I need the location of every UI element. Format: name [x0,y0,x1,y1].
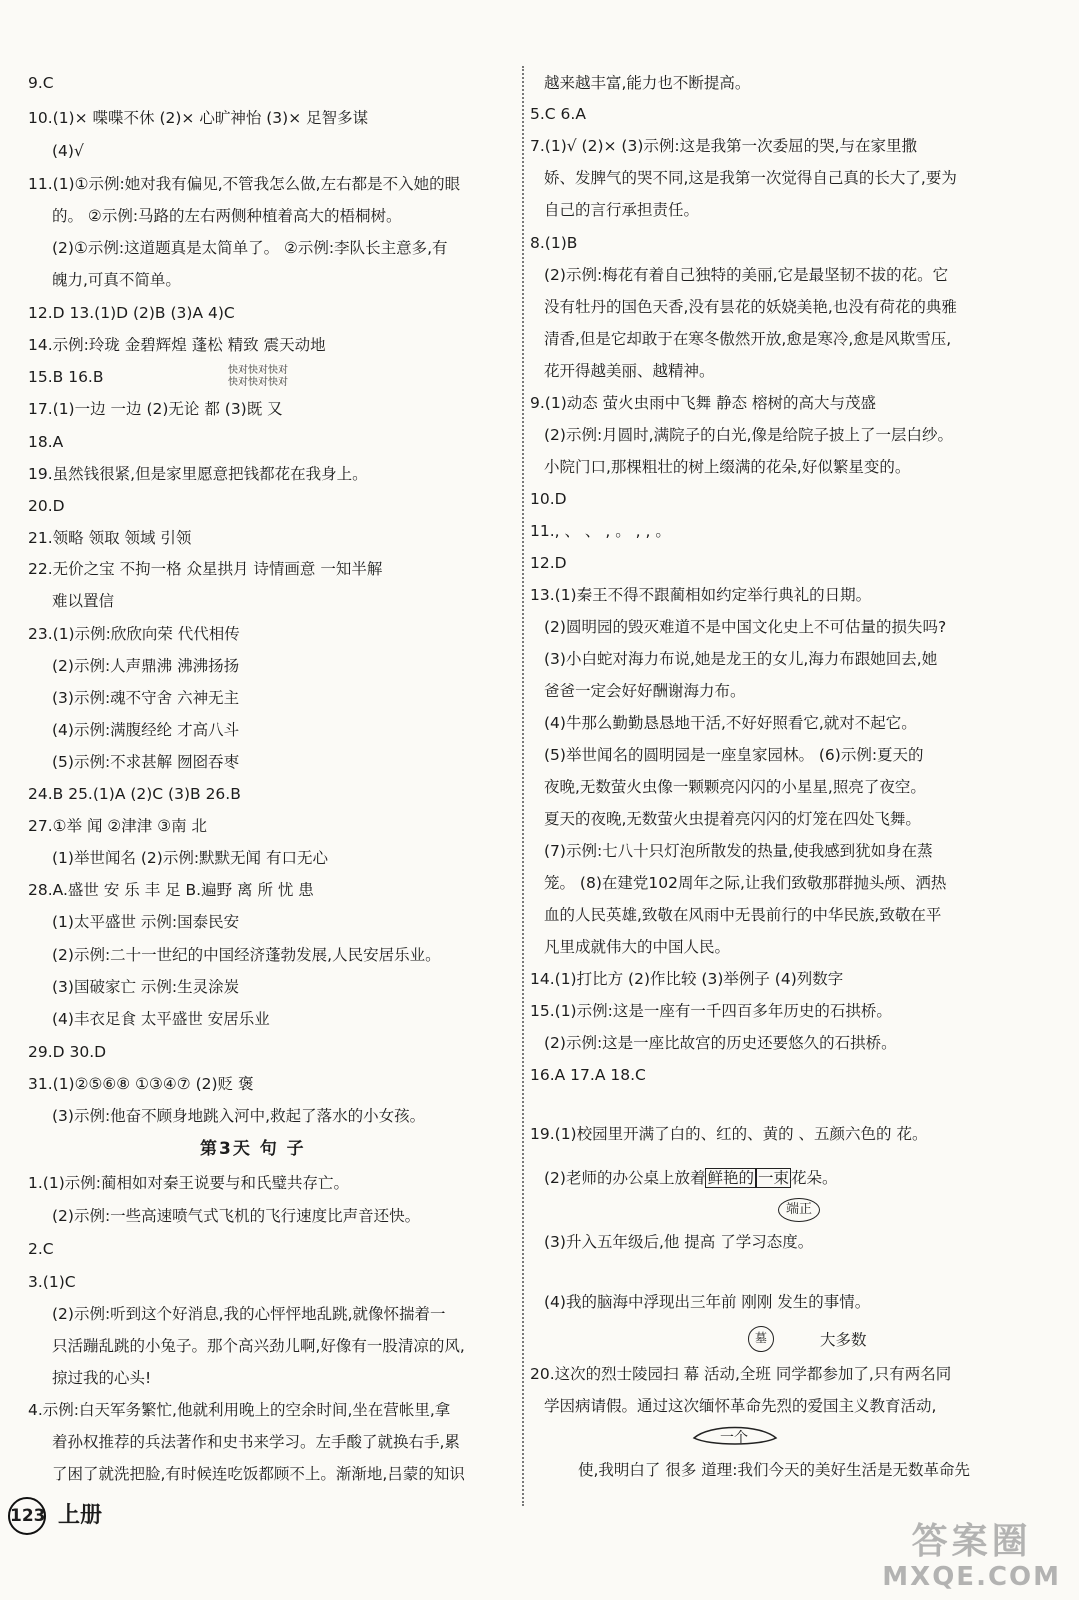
answer-line: (3)升入五年级后,他 提高 了学习态度。 [544,1233,814,1251]
answer-line: 29.D 30.D [28,1043,107,1061]
column-divider [522,66,524,1506]
answer-line: 16.A 17.A 18.C [530,1066,646,1084]
answer-line: 只活蹦乱跳的小兔子。那个高兴劲儿啊,好像有一股清凉的风, [52,1337,465,1355]
answer-line: 11., 、 、 , 。 , , 。 [530,522,671,540]
answer-line: (1)举世闻名 (2)示例:默默无闻 有口无心 [52,849,328,867]
answer-line: 5.C 6.A [530,105,586,123]
answer-line: 没有牡丹的国色天香,没有昙花的妖娆美艳,也没有荷花的典雅 [544,298,957,316]
answer-line: 12.D 13.(1)D (2)B (3)A 4)C [28,304,235,322]
answer-line: (3)示例:他奋不顾身地跳入河中,救起了落水的小女孩。 [52,1107,426,1125]
answer-line: 7.(1)√ (2)× (3)示例:这是我第一次委屈的哭,与在家里撒 [530,137,918,155]
q19-2-suffix: 花朵。 [791,1169,838,1187]
answer-line: (3)小白蛇对海力布说,她是龙王的女儿,海力布跟她回去,她 [544,650,938,668]
answer-line: 着孙权推荐的兵法著作和史书来学习。左手酸了就换右手,累 [52,1433,460,1451]
answer-line: 爸爸一定会好好酬谢海力布。 [544,682,746,700]
answer-line: 越来越丰富,能力也不断提高。 [544,74,751,92]
correction-mark-circle: 墓 [748,1326,774,1352]
correction-mark-oval: 端正 [778,1198,820,1222]
boxed-word: 一束 [757,1169,789,1187]
answer-line: 掠过我的心头! [52,1369,152,1387]
correction-insert: 一个 [720,1430,748,1446]
answer-line: (2)示例:这是一座比故宫的历史还要悠久的石拱桥。 [544,1034,897,1052]
answer-line: (2)示例:听到这个好消息,我的心怦怦地乱跳,就像怀揣着一 [52,1305,446,1323]
answer-line: 娇、发脾气的哭不同,这是我第一次觉得自己真的长大了,要为 [544,169,957,187]
answer-line: 学因病请假。通过这次缅怀革命先烈的爱国主义教育活动, [544,1397,937,1415]
answer-line: 小院门口,那棵粗壮的树上缀满的花朵,好似繁星变的。 [544,458,911,476]
answer-line: 花开得越美丽、越精神。 [544,362,715,380]
answer-line: 23.(1)示例:欣欣向荣 代代相传 [28,625,240,643]
answer-line: (2)①示例:这道题真是太简单了。 ②示例:李队长主意多,有 [52,239,448,257]
answer-line: 了困了就洗把脸,有时候连吃饭都顾不上。渐渐地,吕蒙的知识 [52,1465,465,1483]
volume-label: 上册 [58,1503,103,1528]
answer-line: 3.(1)C [28,1273,76,1291]
answer-line: (5)举世闻名的圆明园是一座皇家园林。 (6)示例:夏天的 [544,746,924,764]
answer-line: 10.D [530,490,567,508]
answer-line: (2)示例:梅花有着自己独特的美丽,它是最坚韧不拔的花。它 [544,266,949,284]
answer-line: 魄力,可真不简单。 [52,271,181,289]
answer-line: (1)太平盛世 示例:国泰民安 [52,913,240,931]
answer-line: 14.示例:玲珑 金碧辉煌 蓬松 精致 震天动地 [28,336,326,354]
answer-line: 18.A [28,433,64,451]
answer-line: 血的人民英雄,致敬在风雨中无畏前行的中华民族,致敬在平 [544,906,942,924]
site-watermark [882,1522,1061,1592]
answer-line: 自己的言行承担责任。 [544,201,700,219]
answer-line: 的。 ②示例:马路的左右两侧种植着高大的梧桐树。 [52,207,402,225]
answer-line: (3)国破家亡 示例:生灵涂炭 [52,978,240,996]
answer-line: (2)示例:人声鼎沸 沸沸扬扬 [52,657,240,675]
answer-line: 夏天的夜晚,无数萤火虫提着亮闪闪的灯笼在四处飞舞。 [544,810,921,828]
answer-line: 凡里成就伟大的中国人民。 [544,938,731,956]
answer-line: (5)示例:不求甚解 囫囵吞枣 [52,753,240,771]
answer-line: 12.D [530,554,567,572]
answer-line-19-2 [544,1168,838,1188]
answer-line: (2)示例:一些高速喷气式飞机的飞行速度比声音还快。 [52,1207,421,1225]
answer-line: 笼。 (8)在建党102周年之际,让我们致敬那群抛头颅、洒热 [544,874,947,892]
answer-line: (7)示例:七八十只灯泡所散发的热量,使我感到犹如身在蒸 [544,842,933,860]
answer-line: 9.C [28,74,54,92]
answer-line: 15.B 16.B [28,368,104,386]
answer-line: 2.C [28,1240,54,1258]
answer-line: 1.(1)示例:蔺相如对秦王说要与和氏璧共存亡。 [28,1174,349,1192]
answer-line: (2)示例:月圆时,满院子的白光,像是给院子披上了一层白纱。 [544,426,954,444]
section-heading: 第3天 句 子 [200,1139,306,1159]
page-number-badge: 123 [8,1497,46,1535]
answer-line: 清香,但是它却敢于在寒冬傲然开放,愈是寒冷,愈是风欺雪压, [544,330,952,348]
answer-line: 20.D [28,497,65,515]
answer-line: 8.(1)B [530,234,578,252]
answer-line: (3)示例:魂不守舍 六神无主 [52,689,240,707]
answer-line: (4)示例:满腹经纶 才高八斗 [52,721,240,739]
answer-line: 夜晚,无数萤火虫像一颗颗亮闪闪的小星星,照亮了夜空。 [544,778,926,796]
answer-line: 4.示例:白天军务繁忙,他就利用晚上的空余时间,坐在营帐里,拿 [28,1401,451,1419]
answer-line: 9.(1)动态 萤火虫雨中飞舞 静态 榕树的高大与茂盛 [530,394,877,412]
answer-line: (4)我的脑海中浮现出三年前 刚刚 发生的事情。 [544,1293,871,1311]
answer-line: (4)丰衣足食 太平盛世 安居乐业 [52,1010,270,1028]
answer-line: 17.(1)一边 一边 (2)无论 都 (3)既 又 [28,400,283,418]
correction-insert: 大多数 [820,1331,867,1349]
answer-line: 22.无价之宝 不拘一格 众星拱月 诗情画意 一知半解 [28,560,383,578]
answer-line: 31.(1)②⑤⑥⑧ ①③④⑦ (2)贬 褒 [28,1075,254,1093]
answer-line: 24.B 25.(1)A (2)C (3)B 26.B [28,785,241,803]
answer-line: 28.A.盛世 安 乐 丰 足 B.遍野 离 所 忧 患 [28,881,314,899]
answer-line: 11.(1)①示例:她对我有偏见,不管我怎么做,左右都是不入她的眼 [28,175,461,193]
answer-line: 19.虽然钱很紧,但是家里愿意把钱都花在我身上。 [28,465,368,483]
answer-line: 14.(1)打比方 (2)作比较 (3)举例子 (4)列数字 [530,970,844,988]
answer-line: 10.(1)× 喋喋不休 (2)× 心旷神怡 (3)× 足智多谋 [28,109,369,127]
watermark-logo: 答案圈 [911,1521,1032,1562]
answer-line: (2)示例:二十一世纪的中国经济蓬勃发展,人民安居乐业。 [52,946,441,964]
answer-line: 使,我明白了 很多 道理:我们今天的美好生活是无数革命先 [578,1461,971,1479]
answer-line: 19.(1)校园里开满了白的、红的、黄的 、五颜六色的 花。 [530,1125,928,1143]
answer-line: 20.这次的烈士陵园扫 幕 活动,全班 同学都参加了,只有两名同 [530,1365,952,1383]
q19-2-prefix: (2)老师的办公桌上放着 [544,1169,706,1187]
answer-line: 27.①举 闻 ②津津 ③南 北 [28,817,208,835]
answer-line: (4)√ [52,142,84,160]
answer-line: 难以置信 [52,592,115,610]
answer-line: 15.(1)示例:这是一座有一千四百多年历史的石拱桥。 [530,1002,892,1020]
answer-line: 21.领略 领取 领域 引领 [28,529,192,547]
answer-line: (4)牛那么勤勤恳恳地干活,不好好照看它,就对不起它。 [544,714,917,732]
answer-line: 13.(1)秦王不得不跟蔺相如约定举行典礼的日期。 [530,586,872,604]
small-annotation: 快对快对快对 [228,377,288,388]
watermark-url: MXQE.COM [882,1562,1061,1592]
small-annotation: 快对快对快对 [228,365,288,376]
boxed-word: 鲜艳的 [707,1169,754,1187]
answer-line: (2)圆明园的毁灭难道不是中国文化史上不可估量的损失吗? [544,618,947,636]
